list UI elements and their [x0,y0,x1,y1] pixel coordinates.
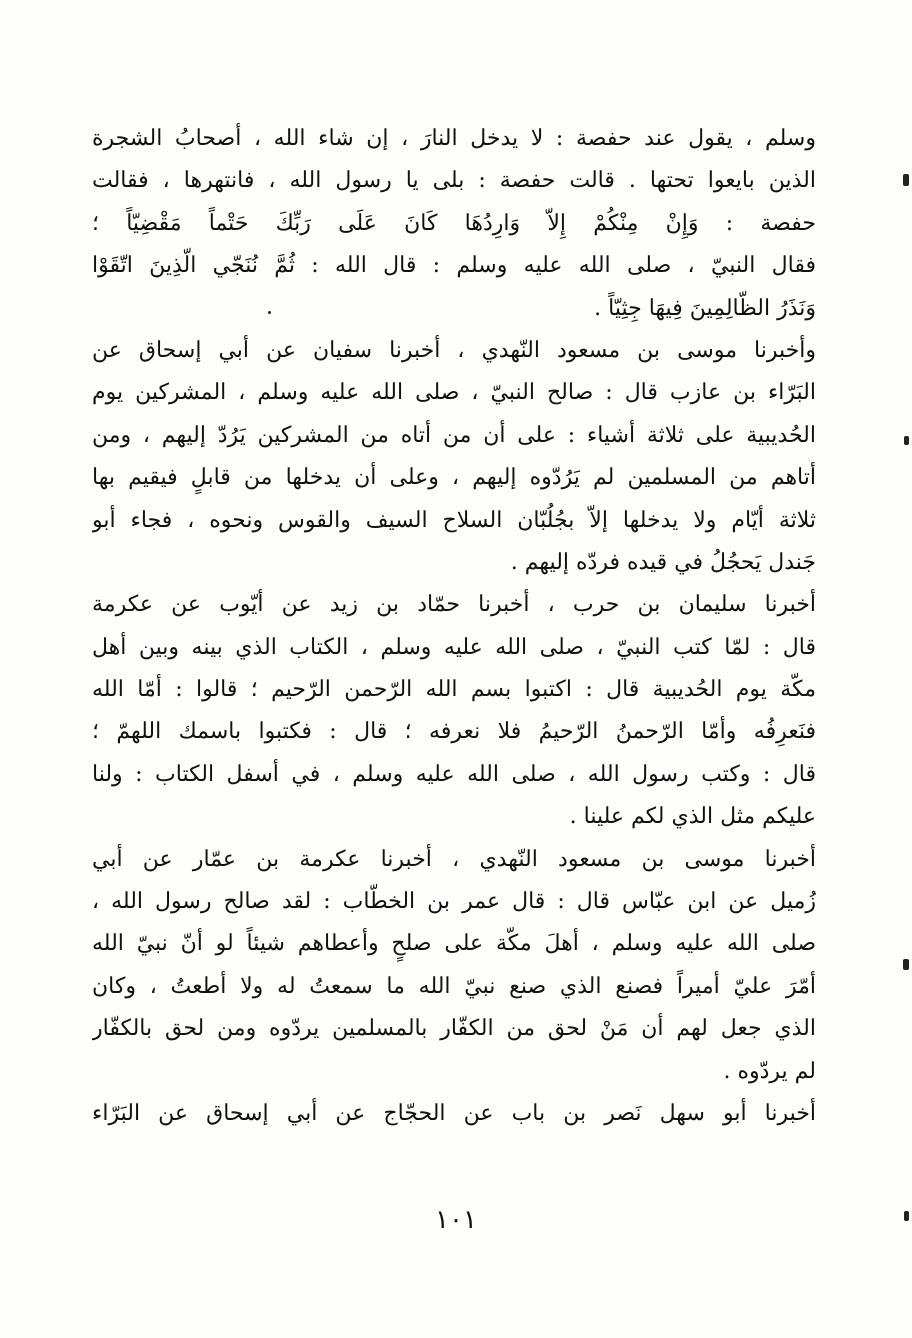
text-line: عليكم مثل الذي لكم علينا . [569,804,816,830]
text-line: أخبرنا أبو سهل نَصر بن باب عن الحجّاج عن أبي إسحاق عن البَرّاء [92,1100,816,1126]
text-line: وسلم ، يقول عند حفصة : لا يدخل النارَ ، إن شاء الله ، أصحابُ الشجرة [92,126,816,151]
scan-mark [904,436,909,445]
scan-mark [903,959,909,970]
page-number: ١٠١ [435,1205,477,1235]
text-line: أخبرنا موسى بن مسعود النّهدي ، أخبرنا عكرمة بن عمّار عن أبي [92,846,816,872]
scan-mark [904,1211,909,1221]
text-line: لم يردّوه . [723,1058,816,1084]
paragraph-2 [92,330,816,584]
text-line: وَنَذَرُ الظّالِمِينَ فِيهَا جِثِيّاً . [594,295,816,321]
text-line: وأخبرنا موسى بن مسعود النّهدي ، أخبرنا سفيان عن أبي إسحاق عن [92,337,816,363]
paragraph-3 [92,584,816,838]
paragraph-4 [92,839,816,1093]
text-line: الحُديبية على ثلاثة أشياء : على أن من أتاه من المشركين يَرُدّ إليهم ، ومن [92,422,816,448]
text-line: زُميل عن ابن عبّاس قال : قال عمر بن الخطّاب : لقد صالح رسول الله ، [92,889,816,915]
text-line: جَندل يَحجُلُ في قيده فردّه إليهم . [510,549,816,575]
text-line: أخبرنا سليمان بن حرب ، أخبرنا حمّاد بن زيد عن أيّوب عن عكرمة [92,592,816,618]
scan-mark [268,311,271,314]
text-line: الذين بايعوا تحتها . قالت حفصة : بلى يا رسول الله ، فانتهرها ، فقالت [92,168,816,194]
text-line: حفصة : وَإِنْ مِنْكُمْ إِلاّ وَارِدُهَا كَانَ عَلَى رَبِّكَ حَتْماً مَقْضِيّاً ؛ [92,210,816,236]
text-line: صلى الله عليه وسلم ، أهلَ مكّة على صلحٍ وأعطاهم شيئاً لو أنّ نبيّ الله [92,931,816,957]
text-line: أتاهم من المسلمين لم يَرُدّوه إليهم ، وعلى أن يدخلها من قابلٍ فيقيم بها [92,465,816,491]
text-line: البَرّاء بن عازب قال : صالح النبيّ ، صلى الله عليه وسلم ، المشركين يوم [92,380,816,406]
text-line: قال : لمّا كتب النبيّ ، صلى الله عليه وسلم ، الكتاب الذي بينه وبين أهل [92,634,816,660]
text-line: ثلاثة أيّام ولا يدخلها إلاّ بجُلُبّان السلاح السيف والقوس ونحوه ، فجاء أبو [92,507,816,533]
text-line: أمّرَ عليّ أميراً فصنع الذي صنع نبيّ الله ما سمعتُ له ولا أطعتُ ، وكان [92,973,816,999]
body-text [92,118,816,1135]
paragraph-5 [92,1093,816,1135]
text-line: الذي جعل لهم أن مَنْ لحق من الكفّار بالمسلمين يردّوه ومن لحق بالكفّار [92,1016,816,1042]
text-line: فنَعرِفُه وأمّا الرّحمنُ الرّحيمُ فلا نعرفه ؛ قال : فكتبوا باسمك اللهمّ ؛ [92,719,816,745]
text-line: قال : وكتب رسول الله ، صلى الله عليه وسلم ، في أسفل الكتاب : ولنا [92,761,816,787]
scan-mark [903,174,909,186]
paragraph-1 [92,118,816,330]
text-line: مكّة يوم الحُديبية قال : اكتبوا بسم الله الرّحمن الرّحيم ؛ قالوا : أمّا الله [92,677,816,703]
text-line: فقال النبيّ ، صلى الله عليه وسلم : قال الله : ثُمَّ نُنَجّي الّذِينَ اتّقَوْا [92,253,816,279]
